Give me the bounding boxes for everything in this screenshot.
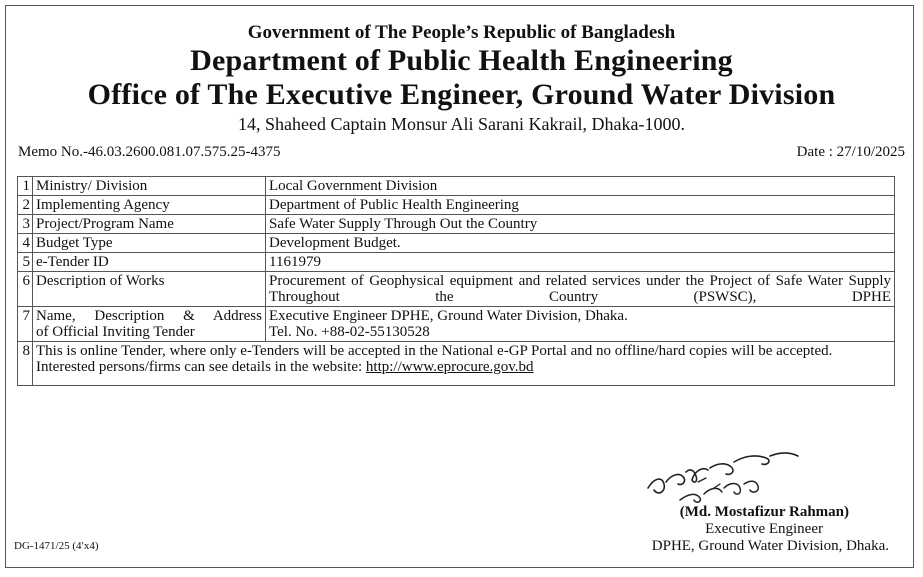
signatory-office: DPHE, Ground Water Division, Dhaka. xyxy=(651,538,889,554)
row-number: 2 xyxy=(18,196,33,215)
table-row xyxy=(18,307,895,342)
row-key: Ministry/ Division xyxy=(33,177,266,196)
row-value: 1161979 xyxy=(266,253,895,272)
details-prefix: Interested persons/firms can see details in the website: xyxy=(36,359,366,375)
row-value xyxy=(266,307,895,342)
row-value: Department of Public Health Engineering xyxy=(266,196,895,215)
notice-date: Date : 27/10/2025 xyxy=(796,144,905,160)
details-line xyxy=(36,359,891,375)
row-value-line: Tel. No. +88-02-55130528 xyxy=(269,324,430,340)
row-value: Safe Water Supply Through Out the Country xyxy=(266,215,895,234)
row-number: 5 xyxy=(18,253,33,272)
office-title: Office of The Executive Engineer, Ground Water Division xyxy=(87,78,836,111)
online-tender-note: This is online Tender, where only e-Tenders will be accepted in the National e-GP Portal and no offline/hard copies will be accepted. xyxy=(36,343,833,359)
table-row xyxy=(18,272,895,307)
row-value: Development Budget. xyxy=(266,234,895,253)
handwritten-signature xyxy=(640,442,810,506)
row-key: Budget Type xyxy=(33,234,266,253)
row-key-line: of Official Inviting Tender xyxy=(36,324,195,340)
table-row xyxy=(18,342,895,386)
row-key: Description of Works xyxy=(33,272,266,307)
row-number: 8 xyxy=(18,342,33,386)
memo-number: Memo No.-46.03.2600.081.07.575.25-4375 xyxy=(18,144,281,160)
signatory-name: (Md. Mostafizur Rahman) xyxy=(679,504,849,520)
row-key: Project/Program Name xyxy=(33,215,266,234)
row-key: e-Tender ID xyxy=(33,253,266,272)
row-number: 6 xyxy=(18,272,33,307)
table-row xyxy=(18,234,895,253)
row-note xyxy=(33,342,895,386)
row-number: 3 xyxy=(18,215,33,234)
row-number: 1 xyxy=(18,177,33,196)
table-row xyxy=(18,177,895,196)
eprocure-link[interactable]: http://www.eprocure.gov.bd xyxy=(365,359,534,375)
row-value: Procurement of Geophysical equipment and related services under the Project of Safe Water Supply Throughout the Country (PSWSC), DPHE xyxy=(266,272,895,307)
table-row xyxy=(18,196,895,215)
row-key: Implementing Agency xyxy=(33,196,266,215)
row-value-line: Executive Engineer DPHE, Ground Water Division, Dhaka. xyxy=(269,308,628,324)
row-number: 7 xyxy=(18,307,33,342)
signatory-designation: Executive Engineer xyxy=(705,521,823,537)
office-address: 14, Shaheed Captain Monsur Ali Sarani Kakrail, Dhaka-1000. xyxy=(238,114,685,134)
tender-table xyxy=(17,176,895,386)
advertisement-code: DG-1471/25 (4′x4) xyxy=(14,540,99,552)
row-key-line: Name, Description & Address xyxy=(36,308,262,324)
row-value: Local Government Division xyxy=(266,177,895,196)
row-key xyxy=(33,307,266,342)
table-row xyxy=(18,253,895,272)
row-number: 4 xyxy=(18,234,33,253)
table-row xyxy=(18,215,895,234)
department-title: Department of Public Health Engineering xyxy=(190,44,733,77)
government-title: Government of The People’s Republic of Bangladesh xyxy=(247,22,676,43)
